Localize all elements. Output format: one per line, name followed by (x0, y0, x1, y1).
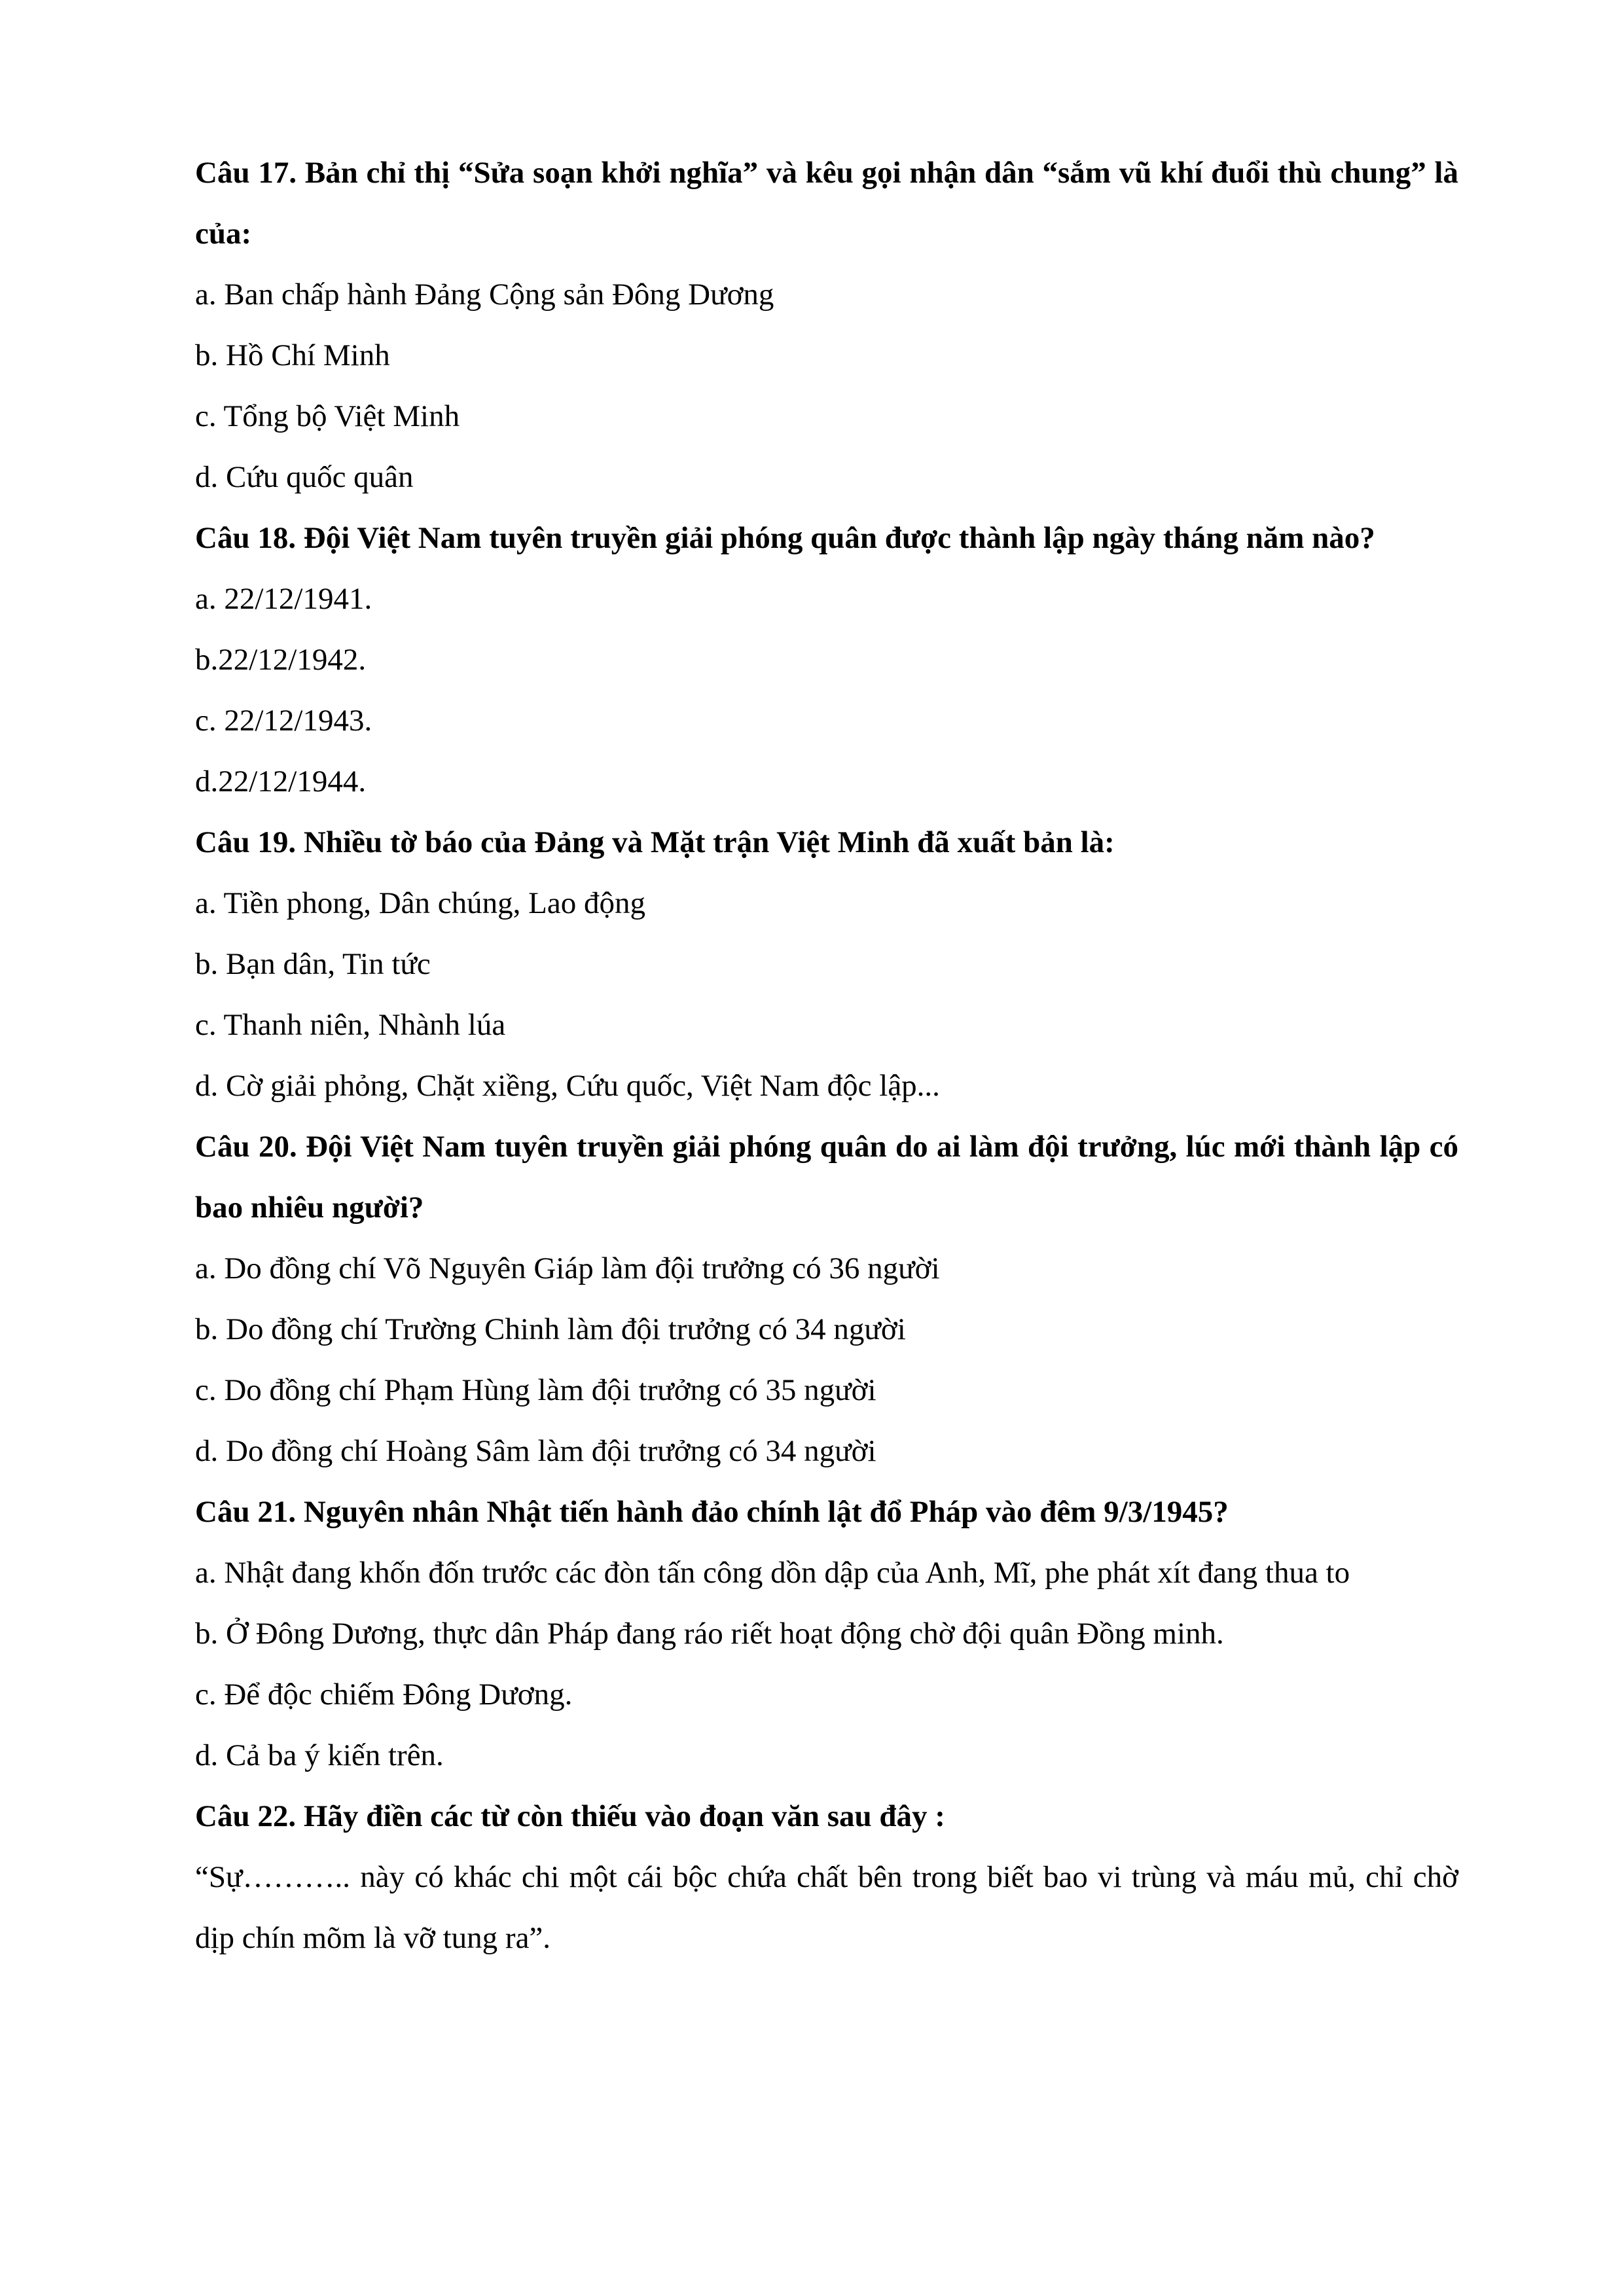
question-number: Câu 19. (195, 825, 297, 859)
option-b: b. Ở Đông Dương, thực dân Pháp đang ráo riết hoạt động chờ đội quân Đồng minh. (195, 1617, 1224, 1651)
fill-in-passage: “Sự……….. này có khác chi một cái bộc chứa chất bên trong biết bao vi trùng và máu mủ, chỉ chờ dịp chín mõm là vỡ tung ra”. (195, 1860, 1458, 1955)
question-text: Hãy điền các từ còn thiếu vào đoạn văn sau đây : (303, 1799, 945, 1833)
option-c: c. Để độc chiếm Đông Dương. (195, 1677, 573, 1712)
question-text: Nguyên nhân Nhật tiến hành đảo chính lật đổ Pháp vào đêm 9/3/1945? (303, 1495, 1229, 1529)
question-17 (195, 143, 1458, 264)
option-c: c. 22/12/1943. (195, 704, 372, 738)
question-number: Câu 17. (195, 156, 297, 190)
option-c: c. Tổng bộ Việt Minh (195, 399, 460, 433)
option-a: a. Do đồng chí Võ Nguyên Giáp làm đội trưởng có 36 người (195, 1251, 940, 1285)
option-a: a. 22/12/1941. (195, 582, 372, 616)
option-c: c. Do đồng chí Phạm Hùng làm đội trưởng có 35 người (195, 1373, 876, 1407)
option-d: d. Cờ giải phỏng, Chặt xiềng, Cứu quốc, Việt Nam độc lập... (195, 1069, 940, 1103)
option-d: d.22/12/1944. (195, 764, 367, 798)
question-number: Câu 22. (195, 1799, 297, 1833)
question-text: Đội Việt Nam tuyên truyền giải phóng quân do ai làm đội trưởng, lúc mới thành lập có bao nhiêu người? (195, 1130, 1458, 1225)
question-20 (195, 1117, 1458, 1238)
option-d: d. Do đồng chí Hoàng Sâm làm đội trưởng có 34 người (195, 1434, 876, 1468)
question-number: Câu 21. (195, 1495, 297, 1529)
question-22 (195, 1786, 1458, 1847)
question-18 (195, 508, 1458, 569)
option-b: b. Do đồng chí Trường Chinh làm đội trưởng có 34 người (195, 1312, 906, 1346)
option-a: a. Nhật đang khốn đốn trước các đòn tấn công dồn dập của Anh, Mĩ, phe phát xít đang thua to (195, 1556, 1350, 1590)
option-b: b.22/12/1942. (195, 643, 367, 677)
question-number: Câu 18. (195, 521, 297, 555)
option-b: b. Hồ Chí Minh (195, 338, 390, 372)
option-a: a. Tiền phong, Dân chúng, Lao động (195, 886, 645, 920)
option-c: c. Thanh niên, Nhành lúa (195, 1008, 506, 1042)
question-text: Bản chỉ thị “Sửa soạn khởi nghĩa” và kêu gọi nhận dân “sắm vũ khí đuổi thù chung” là của: (195, 156, 1458, 251)
question-19 (195, 812, 1458, 873)
document-page (195, 143, 1458, 1969)
question-number: Câu 20. (195, 1130, 297, 1164)
option-b: b. Bạn dân, Tin tức (195, 947, 431, 981)
option-a: a. Ban chấp hành Đảng Cộng sản Đông Dương (195, 278, 774, 312)
question-21 (195, 1482, 1458, 1543)
question-text: Nhiều tờ báo của Đảng và Mặt trận Việt Minh đã xuất bản là: (303, 825, 1115, 859)
question-text: Đội Việt Nam tuyên truyền giải phóng quân được thành lập ngày tháng năm nào? (303, 521, 1375, 555)
option-d: d. Cả ba ý kiến trên. (195, 1738, 444, 1772)
option-d: d. Cứu quốc quân (195, 460, 414, 494)
